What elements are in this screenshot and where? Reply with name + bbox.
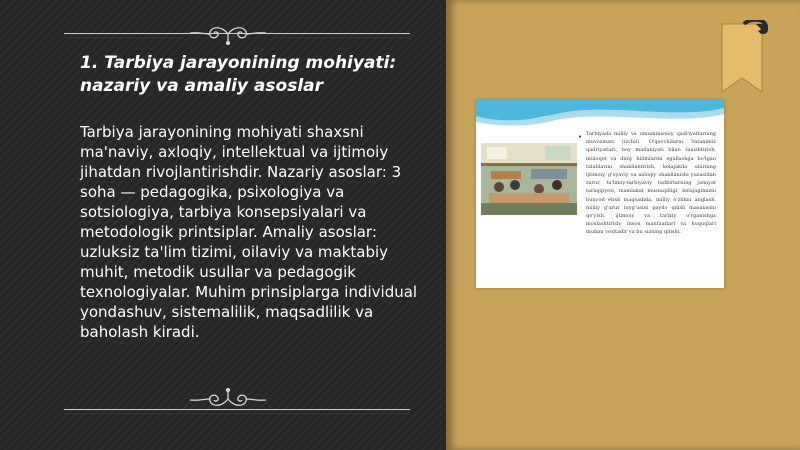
bookmark-ribbon-icon <box>716 20 768 96</box>
card-bullet-icon: • <box>578 133 583 141</box>
top-scroll-ornament-icon <box>188 22 268 46</box>
card-text: Tarbiyada milliy va umuminsoniy qadriyatlarning muvozinati (izchil). O'quvchilarni Vatanimiz qadriyatlari, boy madaniyati bilan tanishtirish, muloqot va diniy bilimlarini egallashga bo'lgan talablarini shakllantirish, kelajakda ularning ijtimoiy, g'oyaviy va axloqiy shakllanishi yuzasidan zarur, ta'limiy-tarbiyaviy tadbirlarning jamiyat taraqqiyoti, mamlakat mustaqilligi, kelajagimizni bunyod etish maqsadida, milliy o'zlikni anglash, milliy g'urur tuyg'usini paydo qilish masalasini qo'yish, ijtimoiy va tarixiy o'rganishga moslashtirish; inson manfaatlari va huquqlari muhim vositadir va bu sizning qilishi. <box>586 131 716 236</box>
card-wave-header <box>476 100 724 130</box>
slide-title: 1. Tarbiya jarayonining mohiyati: nazariy va amaliy asoslar <box>80 53 397 96</box>
slide-body-text: Tarbiya jarayonining mohiyati shaxsni ma'naviy, axloqiy, intellektual va ijtimoiy jihatdan rivojlantirishdir. Nazariy asoslar: 3 soha — pedagogika, psixologiya va sotsiologiya, tarbiya konsepsiyalari va metodologik printsiplar. Amaliy asoslar: uzluksiz ta'lim tizimi, oilaviy va maktabiy muhit, metodik usullar va pedagogik texnologiyalar. Muhim prinsiplarga individual yondashuv, sistemalilik, maqsadlilik va baholash kiradi. <box>80 123 418 341</box>
embedded-slide-image <box>476 100 724 288</box>
bottom-scroll-ornament-icon <box>188 387 268 411</box>
classroom-photo <box>481 143 577 215</box>
